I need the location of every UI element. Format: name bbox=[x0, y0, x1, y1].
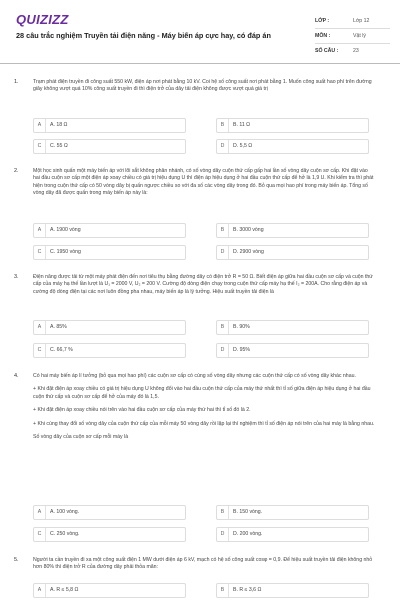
meta-row-class bbox=[315, 14, 390, 29]
option-text: C. 1950 vòng bbox=[50, 249, 81, 255]
option-letter: B bbox=[217, 224, 229, 237]
answer-option-d[interactable] bbox=[216, 527, 369, 542]
option-text: D. 95% bbox=[233, 347, 251, 353]
answer-option-c[interactable] bbox=[33, 245, 186, 260]
question-paragraph: Số vòng dây của cuộn sơ cấp mỗi máy là bbox=[33, 434, 129, 441]
option-text: B. 90% bbox=[233, 324, 250, 330]
option-letter: B bbox=[217, 119, 229, 132]
option-text: B. R ≤ 3,6 Ω bbox=[233, 587, 262, 593]
answer-option-d[interactable] bbox=[216, 245, 369, 260]
option-letter: D bbox=[217, 246, 229, 259]
option-letter: C bbox=[34, 140, 46, 153]
option-text: C. 250 vòng. bbox=[50, 531, 80, 537]
question-paragraph: + Khi đặt điện áp xoay chiều có giá trị hiệu dụng U không đổi vào hai đầu cuộn thứ cấp của máy thứ nhất thì tỉ số giữa điện áp hiệu dụng ở hai đầu cuộn thứ cấp và cuộn sơ cấp để hở của máy đó là 1,5. bbox=[33, 386, 371, 400]
answer-option-a[interactable] bbox=[33, 505, 186, 520]
option-letter: D bbox=[217, 344, 229, 357]
option-text: B. 11 Ω bbox=[233, 122, 251, 128]
meta-value: 23 bbox=[353, 48, 359, 54]
option-letter: C bbox=[34, 344, 46, 357]
answer-option-a[interactable] bbox=[33, 223, 186, 238]
option-letter: B bbox=[217, 321, 229, 334]
quizizz-logo: QUIZIZZ bbox=[16, 12, 69, 27]
option-text: A. 100 vòng. bbox=[50, 509, 80, 515]
meta-key: LỚP : bbox=[315, 18, 330, 24]
answer-option-c[interactable] bbox=[33, 527, 186, 542]
option-letter: D bbox=[217, 140, 229, 153]
question-number: 2. bbox=[14, 168, 19, 174]
option-letter: B bbox=[217, 584, 229, 597]
question-paragraph: Một học sinh quấn một máy biến áp với lõi sắt không phân nhánh, có số vòng dây cuộn thứ cấp gấp hai lần số vòng dây cuộn sơ cấp. Khi đặt vào hai đầu cuộn sơ cấp một điện áp xoay chiều có giá trị hiệu dụng U thì điện áp hiệu dụng ở hai đầu cuộn thứ cấp để hở là 1,9 U. Khi kiểm tra thì phát hiện trong cuộn thứ cấp có 50 vòng dây bị quấn ngược chiều so với đa số các vòng dây trong đó. Bỏ qua mọi hao phí trong máy biến áp. Tổng số vòng dây đã được quấn trong máy biến áp này là: bbox=[33, 168, 374, 197]
answer-option-a[interactable] bbox=[33, 583, 186, 598]
meta-key: SỐ CÂU : bbox=[315, 48, 339, 54]
question-text bbox=[33, 557, 375, 578]
question-paragraph: Có hai máy biến áp lí tưởng (bỏ qua mọi hao phí) các cuộn sơ cấp có cùng số vòng dây nhưng các cuộn thứ cấp có số vòng dây khác nhau. bbox=[33, 373, 356, 379]
question-paragraph: + Khi đặt điện áp xoay chiều nói trên vào hai đầu cuộn sơ cấp của máy thứ hai thì tỉ số đó là 2. bbox=[33, 407, 251, 414]
page-header bbox=[0, 0, 400, 64]
answer-option-b[interactable] bbox=[216, 320, 369, 335]
question-paragraph: Trạm phát điện truyền đi công suất 550 kW, điện áp nơi phát bằng 10 kV. Coi hệ số công suất nơi phát bằng 1. Muốn công suất hao phí trên đường giây không vượt quá 10% công suất truyền đi thì điện trở của dây tải điện không được vượt quá giá trị bbox=[33, 79, 372, 93]
question-text bbox=[33, 274, 375, 302]
answer-option-d[interactable] bbox=[216, 343, 369, 358]
meta-value: Lớp 12 bbox=[353, 18, 370, 24]
option-letter: A bbox=[34, 119, 46, 132]
document-title: 28 câu trắc nghiệm Truyền tải điện năng - Máy biến áp cực hay, có đáp án bbox=[16, 31, 271, 40]
meta-value: Vật lý bbox=[353, 33, 366, 39]
option-text: A. R ≤ 5,8 Ω bbox=[50, 587, 79, 593]
meta-row-subject bbox=[315, 29, 390, 44]
option-letter: C bbox=[34, 528, 46, 541]
answer-option-d[interactable] bbox=[216, 139, 369, 154]
option-letter: A bbox=[34, 506, 46, 519]
option-text: C. 66,7 % bbox=[50, 347, 73, 353]
meta-key: MÔN : bbox=[315, 33, 331, 39]
question-text bbox=[33, 373, 375, 447]
question-text bbox=[33, 79, 375, 100]
option-letter: C bbox=[34, 246, 46, 259]
answer-option-b[interactable] bbox=[216, 223, 369, 238]
question-number: 1. bbox=[14, 79, 19, 85]
answer-option-b[interactable] bbox=[216, 505, 369, 520]
option-letter: A bbox=[34, 584, 46, 597]
option-letter: B bbox=[217, 506, 229, 519]
answer-option-c[interactable] bbox=[33, 139, 186, 154]
option-text: D. 5,5 Ω bbox=[233, 143, 253, 149]
question-number: 4. bbox=[14, 373, 19, 379]
option-text: A. 18 Ω bbox=[50, 122, 68, 128]
option-letter: A bbox=[34, 224, 46, 237]
option-text: B. 3000 vòng bbox=[233, 227, 264, 233]
answer-option-b[interactable] bbox=[216, 118, 369, 133]
question-paragraph: + Khi cùng thay đổi số vòng dây của cuộn thứ cấp của mỗi máy 50 vòng dây rồi lặp lại thí nghiệm thì tỉ số điện áp nói trên của hai máy là bằng nhau. bbox=[33, 420, 375, 427]
option-text: D. 2900 vòng bbox=[233, 249, 264, 255]
answer-option-b[interactable] bbox=[216, 583, 369, 598]
option-letter: A bbox=[34, 321, 46, 334]
option-text: A. 85% bbox=[50, 324, 67, 330]
question-paragraph: Điện năng được tải từ một máy phát điện đến nơi tiêu thụ bằng đường dây có điện trở R = 50 Ω. Biết điện áp giữa hai đầu cuộn sơ cấp và cuộn thứ cấp của máy hạ thế lần lượt là U₁ = 2000 V, U₂ = 200 V. Cường độ dòng điện chạy trong cuộn thứ cấp máy hạ thế I₂ = 200A. Cho rằng điện áp và cường độ dòng điện tại các nơi luôn đồng pha nhau, máy biến áp là lý tưởng. Hiệu suất truyền tải điện là bbox=[33, 274, 373, 295]
option-text: B. 150 vòng. bbox=[233, 509, 263, 515]
answer-option-a[interactable] bbox=[33, 320, 186, 335]
question-number: 5. bbox=[14, 557, 19, 563]
meta-row-count bbox=[315, 44, 390, 59]
option-letter: D bbox=[217, 528, 229, 541]
option-text: C. 55 Ω bbox=[50, 143, 68, 149]
option-text: D. 200 vòng. bbox=[233, 531, 263, 537]
answer-option-a[interactable] bbox=[33, 118, 186, 133]
question-number: 3. bbox=[14, 274, 19, 280]
answer-option-c[interactable] bbox=[33, 343, 186, 358]
meta-panel bbox=[315, 14, 390, 59]
question-paragraph: Người ta cần truyền đi xa một công suất điện 1 MW dưới điện áp 6 kV, mạch có hệ số công suất cosφ = 0,9. Để hiệu suất truyền tải điện không nhỏ hơn 80% thì điện trở R của đường dây phải thỏa mãn: bbox=[33, 557, 373, 571]
question-text bbox=[33, 168, 375, 204]
option-text: A. 1900 vòng bbox=[50, 227, 81, 233]
